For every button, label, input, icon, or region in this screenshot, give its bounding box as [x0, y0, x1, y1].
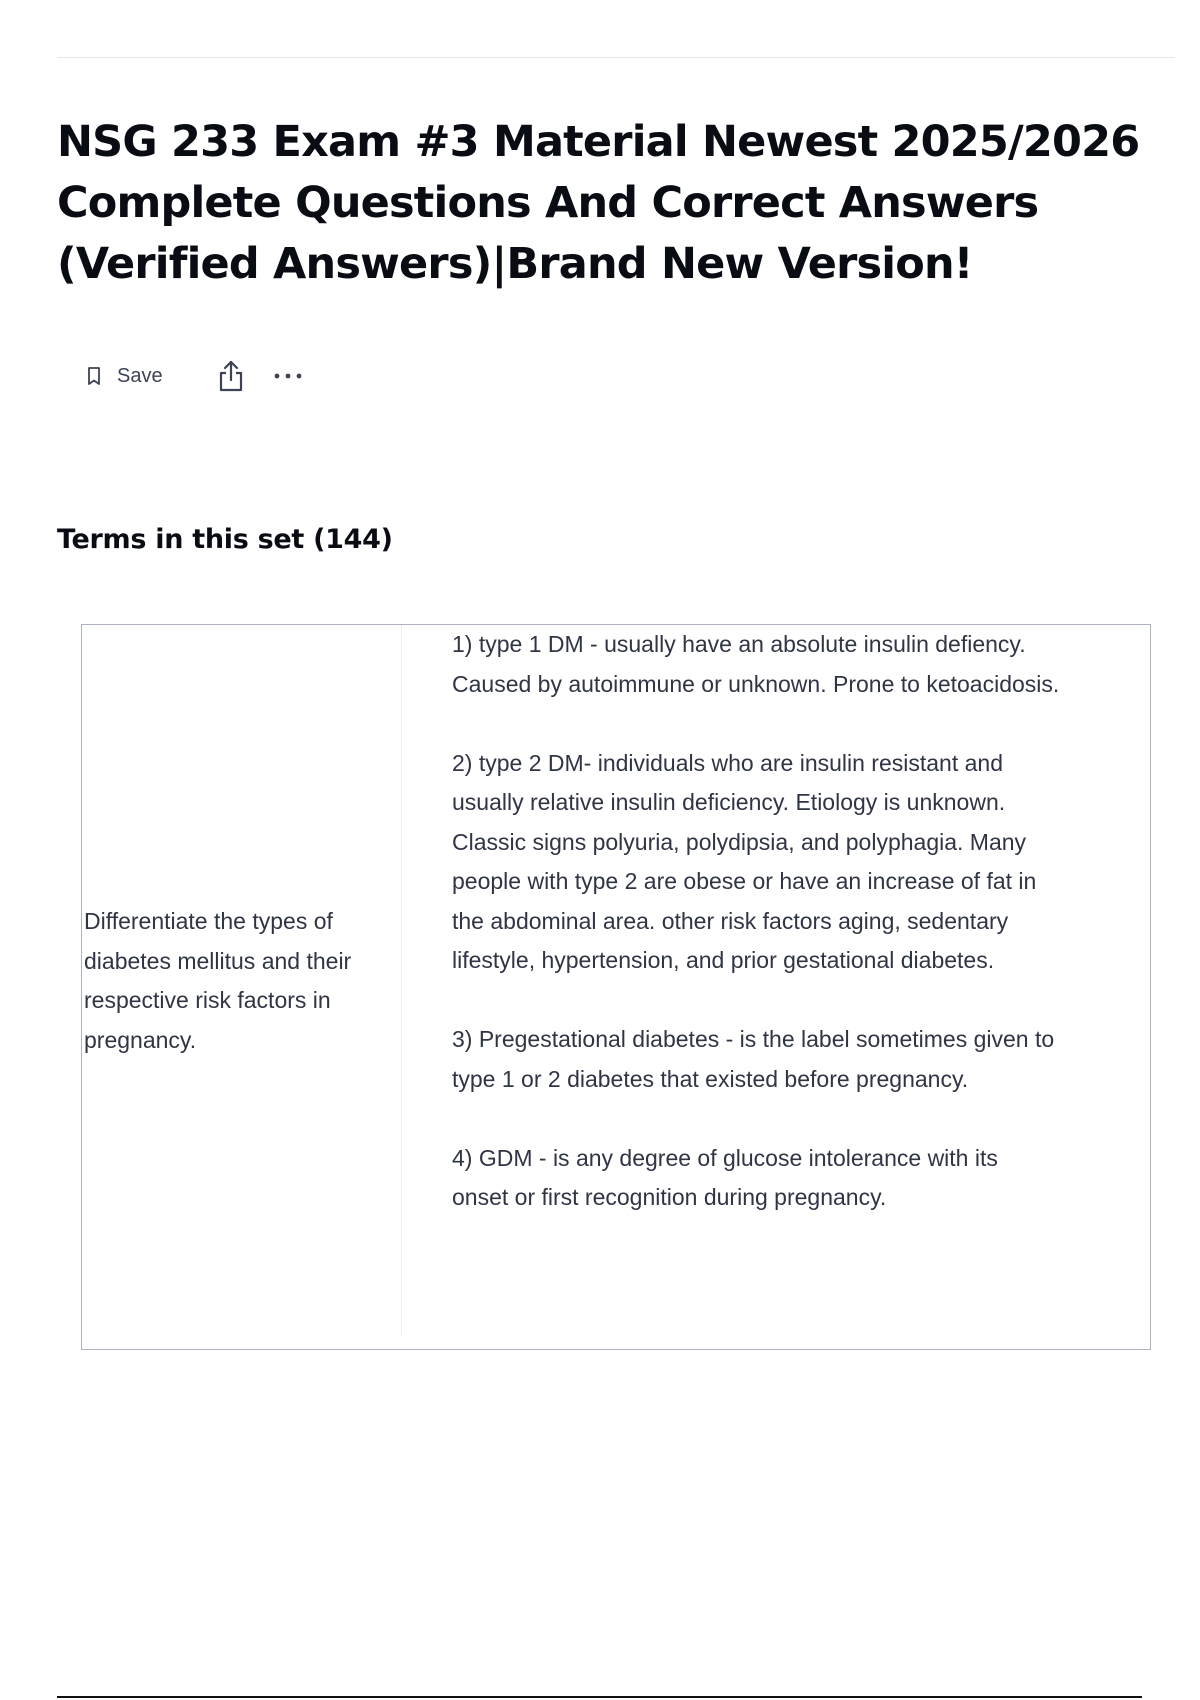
definition-paragraph: 1) type 1 DM - usually have an absolute insulin defiency. Caused by autoimmune or unknown. Prone to ketoacidosis.: [452, 631, 1060, 697]
action-bar: [84, 356, 305, 396]
more-horizontal-icon: [271, 366, 305, 386]
more-options-button[interactable]: [271, 366, 305, 386]
bottom-divider: [57, 1696, 1142, 1698]
definition-paragraph: 4) GDM - is any degree of glucose intolerance with its onset or first recognition during pregnancy.: [452, 1144, 998, 1210]
terms-section-heading: Terms in this set (144): [57, 524, 393, 555]
definition-cell: [402, 625, 1150, 1349]
page-title: NSG 233 Exam #3 Material Newest 2025/2026 Complete Questions And Correct Answers (Verified Answers)|Brand New Version!: [57, 117, 1140, 289]
definition-paragraph: 2) type 2 DM- individuals who are insulin resistant and usually relative insulin deficiency. Etiology is unknown. Classic signs polyuria, polydipsia, and polyphagia. Many people with type 2 are obese or have an increase of fat in the abdominal area. other risk factors aging, sedentary lifestyle, hypertension, and prior gestational diabetes.: [452, 749, 1037, 973]
definition-paragraph: 3) Pregestational diabetes - is the label sometimes given to type 1 or 2 diabetes that existed before pregnancy.: [452, 1026, 1055, 1092]
term-cell: [82, 625, 402, 1337]
top-divider: [57, 57, 1175, 58]
bookmark-icon: [84, 365, 104, 387]
term-card: [81, 624, 1151, 1350]
share-button[interactable]: [216, 359, 246, 393]
save-label: Save: [117, 364, 163, 387]
share-icon: [216, 359, 246, 393]
term-text: Differentiate the types of diabetes mellitus and their respective risk factors in pregnancy.: [84, 908, 352, 1053]
save-button[interactable]: [84, 365, 163, 388]
